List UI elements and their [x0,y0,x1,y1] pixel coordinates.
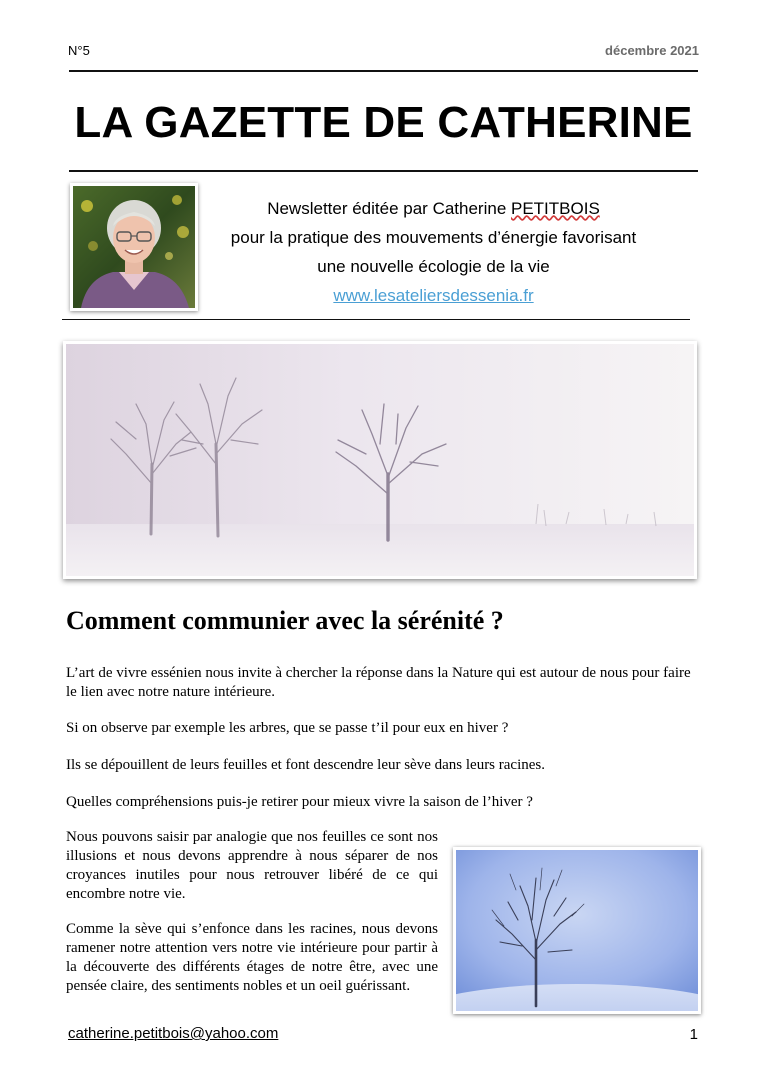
intro-rule [62,319,690,320]
website-link[interactable]: www.lesateliersdessenia.fr [333,286,534,305]
page-title: LA GAZETTE DE CATHERINE [74,98,693,147]
issue-number: N°5 [68,43,90,58]
misty-winter-trees-banner [63,341,697,579]
author-email-link[interactable]: catherine.petitbois@yahoo.com [68,1025,279,1042]
header-rule-bottom [69,170,698,172]
intro-line-1 [220,194,647,223]
article-paragraph: Comme la sève qui s’enfonce dans les racines, nous devons ramener notre attention vers notre vie intérieure pour partir à la découverte des différents étages de notre être, avec une pensée claire, des sentiments nobles et un oeil guérissant. [66,921,438,994]
page-number: 1 [689,1026,698,1043]
article-paragraph: Ils se dépouillent de leurs feuilles et font descendre leur sève dans leurs racines. [66,757,545,773]
issue-date: décembre 2021 [605,43,699,58]
newsletter-intro [220,194,647,310]
snowy-tree-photo [453,847,701,1014]
author-portrait-photo [70,183,198,311]
intro-line-2: pour la pratique des mouvements d’énergie favorisant [230,228,637,247]
article-paragraph: L’art de vivre essénien nous invite à chercher la réponse dans la Nature qui est autour de nous pour faire le lien avec notre nature intérieure. [66,665,691,700]
article-paragraph: Nous pouvons saisir par analogie que nos feuilles ce sont nos illusions et nous devons apprendre à nous séparer de nos croyances inutiles pour nous retrouver libéré de ce qui encombre notre vie. [66,829,438,902]
article-paragraph: Si on observe par exemple les arbres, que se passe t’il pour eux en hiver ? [66,720,509,736]
author-surname: PETITBOIS [511,199,600,218]
header-rule-top [69,70,698,72]
intro-line-3: une nouvelle écologie de la vie [317,257,550,276]
article-paragraph: Quelles compréhensions puis-je retirer pour mieux vivre la saison de l’hiver ? [66,794,533,810]
article-title: Comment communier avec la sérénité ? [66,606,504,635]
intro-line-1-prefix: Newsletter éditée par Catherine [267,199,511,218]
